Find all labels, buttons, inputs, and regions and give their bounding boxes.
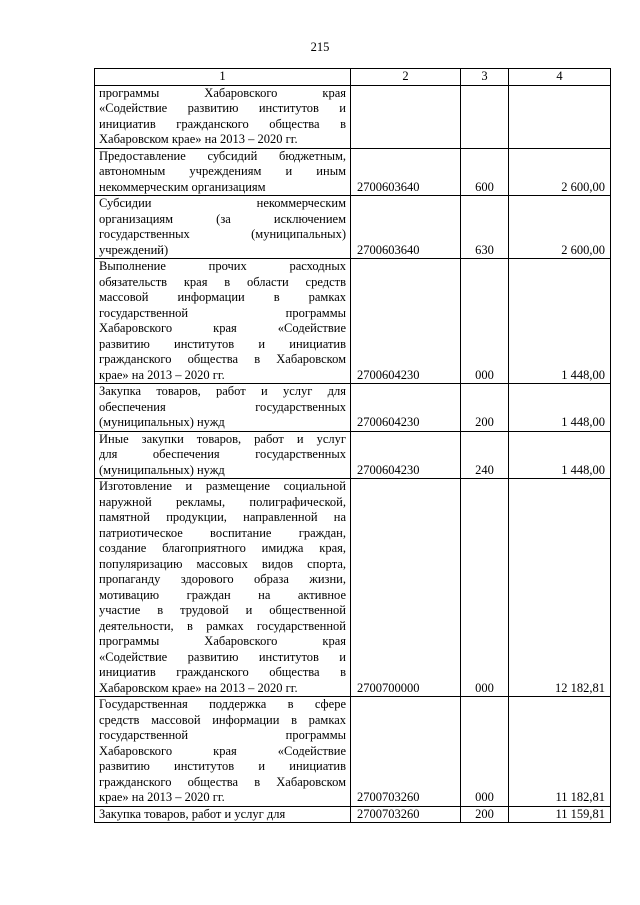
description-line: памятной продукции, направленной на (99, 510, 346, 524)
description-line: Хабаровского края «Содействие (99, 743, 346, 758)
description-line: Выполнение прочих расходных (99, 259, 346, 273)
row-amount: 11 182,81 (509, 697, 611, 807)
table-row (95, 431, 611, 479)
description-line: гражданского общества в Хабаровском (99, 352, 346, 366)
table-row (95, 384, 611, 432)
description-line: пропаганду здорового образа жизни, (99, 572, 346, 586)
row-expense-type: 200 (461, 806, 509, 823)
row-amount: 1 448,00 (509, 259, 611, 384)
description-line: крае» на 2013 – 2020 гг. (99, 790, 225, 804)
row-description (95, 148, 351, 196)
row-amount: 2 600,00 (509, 148, 611, 196)
row-code: 2700604230 (351, 431, 461, 479)
row-description (95, 806, 351, 823)
description-line: программы Хабаровского края (99, 634, 346, 648)
row-code (351, 85, 461, 148)
row-expense-type: 000 (461, 259, 509, 384)
description-line: некоммерческим организациям (99, 179, 266, 194)
row-code: 2700603640 (351, 148, 461, 196)
description-line: автономным учреждениям и иным (99, 164, 346, 178)
description-line: Хабаровском крае» на 2013 – 2020 гг. (99, 132, 298, 146)
header-cell-2: 2 (351, 69, 461, 86)
description-line: наружной рекламы, полиграфической, (99, 494, 346, 509)
row-amount: 1 448,00 (509, 384, 611, 432)
row-description (95, 479, 351, 697)
row-description (95, 85, 351, 148)
description-line: Иные закупки товаров, работ и услуг (99, 431, 346, 446)
row-description (95, 259, 351, 384)
description-line: инициатив гражданского общества в (99, 116, 346, 131)
description-line: учреждений) (99, 242, 169, 257)
description-line: развитию институтов и инициатив (99, 336, 346, 351)
description-line: Субсидии некоммерческим (99, 196, 346, 210)
description-line: Хабаровского края «Содействие (99, 321, 346, 335)
description-line: патриотическое воспитание граждан, (99, 525, 346, 540)
description-line: (муниципальных) нужд (99, 415, 225, 429)
row-amount: 2 600,00 (509, 196, 611, 259)
description-line: популяризацию массовых видов спорта, (99, 556, 346, 571)
description-line: Изготовление и размещение социальной (99, 479, 346, 493)
row-description (95, 431, 351, 479)
row-code: 2700700000 (351, 479, 461, 697)
description-line: участие в трудовой и общественной (99, 603, 346, 617)
description-line: Закупка товаров, работ и услуг для (99, 806, 286, 821)
description-line: обеспечения государственных (99, 399, 346, 414)
row-expense-type: 600 (461, 148, 509, 196)
row-code: 2700604230 (351, 384, 461, 432)
table-row (95, 85, 611, 148)
description-line: Хабаровском крае» на 2013 – 2020 гг. (99, 680, 298, 695)
description-line: государственных (муниципальных) (99, 227, 346, 241)
header-cell-4: 4 (509, 69, 611, 86)
table-header-row (95, 69, 611, 86)
description-line: Закупка товаров, работ и услуг для (99, 384, 346, 398)
description-line: государственной программы (99, 305, 346, 320)
row-code: 2700604230 (351, 259, 461, 384)
table-row (95, 259, 611, 384)
row-amount: 1 448,00 (509, 431, 611, 479)
page-number: 215 (310, 40, 330, 54)
description-line: деятельности, в рамках государственной (99, 618, 346, 633)
row-expense-type: 240 (461, 431, 509, 479)
description-line: создание благоприятного имиджа края, (99, 541, 346, 555)
description-line: мотивацию граждан на активное (99, 587, 346, 602)
description-line: (муниципальных) нужд (99, 462, 225, 477)
row-expense-type (461, 85, 509, 148)
row-code: 2700703260 (351, 697, 461, 807)
description-line: программы Хабаровского края (99, 85, 346, 100)
description-line: для обеспечения государственных (99, 447, 346, 461)
description-line: государственной программы (99, 728, 346, 742)
description-line: средств массовой информации в рамках (99, 712, 346, 727)
row-amount: 11 159,81 (509, 806, 611, 823)
row-expense-type: 630 (461, 196, 509, 259)
budget-table (94, 68, 611, 823)
header-cell-1: 1 (95, 69, 351, 86)
description-line: «Содействие развитию институтов и (99, 101, 346, 115)
row-code: 2700703260 (351, 806, 461, 823)
row-description (95, 697, 351, 807)
row-code: 2700603640 (351, 196, 461, 259)
row-expense-type: 200 (461, 384, 509, 432)
description-line: Государственная поддержка в сфере (99, 697, 346, 711)
description-line: крае» на 2013 – 2020 гг. (99, 367, 225, 382)
table-row (95, 479, 611, 697)
row-description (95, 196, 351, 259)
table-row (95, 196, 611, 259)
row-amount: 12 182,81 (509, 479, 611, 697)
description-line: обязательств края в области средств (99, 274, 346, 289)
table-row (95, 148, 611, 196)
description-line: организациям (за исключением (99, 211, 346, 226)
row-expense-type: 000 (461, 697, 509, 807)
description-line: «Содействие развитию институтов и (99, 649, 346, 664)
description-line: массовой информации в рамках (99, 290, 346, 304)
table-row (95, 806, 611, 823)
description-line: развитию институтов и инициатив (99, 759, 346, 773)
row-amount (509, 85, 611, 148)
header-cell-3: 3 (461, 69, 509, 86)
row-expense-type: 000 (461, 479, 509, 697)
row-description (95, 384, 351, 432)
description-line: инициатив гражданского общества в (99, 665, 346, 679)
description-line: гражданского общества в Хабаровском (99, 774, 346, 789)
description-line: Предоставление субсидий бюджетным, (99, 148, 346, 163)
table-row (95, 697, 611, 807)
